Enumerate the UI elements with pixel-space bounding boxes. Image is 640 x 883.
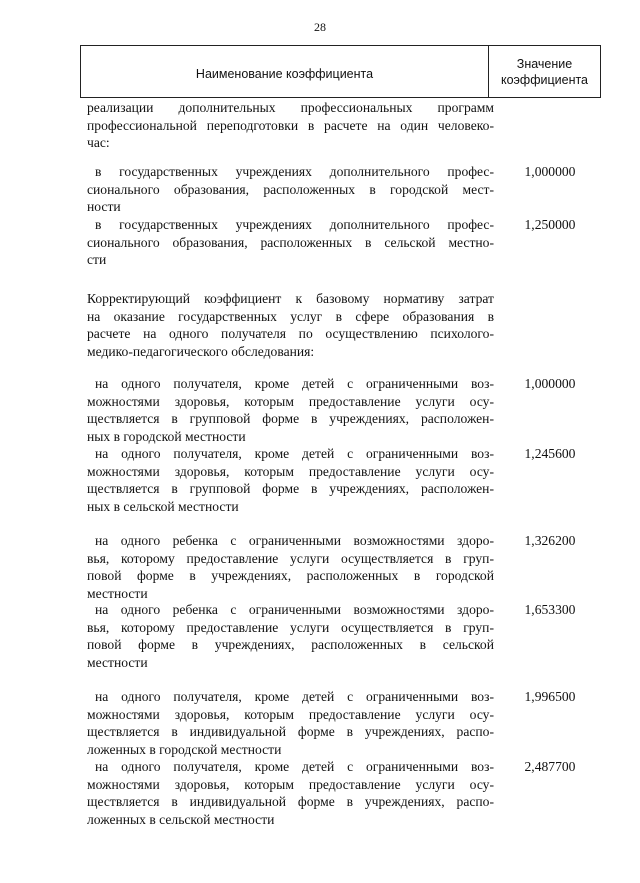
row-text-line: ществляется в индивидуальной форме в учреждениях, распо- — [87, 794, 494, 810]
table-row-text — [87, 99, 494, 152]
page-number: 28 — [314, 20, 326, 34]
row-text-line: ложенных в городской местности — [87, 741, 282, 757]
coefficient-value: 1,326200 — [524, 533, 576, 548]
row-text-line: сти — [87, 252, 107, 268]
row-text-line: можностями здоровья, которым предоставление услуги осу- — [87, 776, 494, 792]
table-row-text — [87, 601, 494, 671]
row-text-line: можностями здоровья, которым предоставление услуги осу- — [87, 463, 494, 479]
table-row-text — [87, 688, 494, 758]
row-text-line: на оказание государственных услуг в сфере образования в — [87, 308, 494, 324]
row-text-line: в государственных учреждениях дополнительного профес- — [95, 217, 494, 232]
table-row-text — [87, 290, 494, 360]
table-row-text — [87, 216, 494, 269]
column-header-value-line2: коэффициента — [500, 73, 589, 87]
column-header-name: Наименование коэффициента — [81, 46, 489, 98]
column-header-value — [489, 46, 600, 98]
row-text-line: на одного ребенка с ограниченными возможностями здоро- — [95, 533, 494, 548]
table-row-text — [87, 163, 494, 216]
row-text-line: медико-педагогического обследования: — [87, 343, 315, 359]
table-row-text — [87, 758, 494, 828]
table-row-text — [87, 375, 494, 445]
row-text-line: повой форме в учреждениях, расположенных в сельской — [87, 637, 494, 653]
row-text-line: повой форме в учреждениях, расположенных в городской — [87, 568, 494, 584]
row-text-line: на одного получателя, кроме детей с ограниченными воз- — [95, 759, 494, 774]
row-text-line: профессиональной переподготовки в расчете на один человеко- — [87, 117, 494, 133]
row-text-line: местности — [87, 585, 148, 601]
header-divider — [80, 97, 601, 98]
coefficient-value: 1,245600 — [524, 446, 576, 461]
row-text-line: ществляется в групповой форме в учреждениях, расположен- — [87, 481, 494, 497]
row-text-line: Корректирующий коэффициент к базовому нормативу затрат — [87, 291, 494, 306]
row-text-line: ложенных в сельской местности — [87, 811, 275, 827]
row-text-line: на одного получателя, кроме детей с ограниченными воз- — [95, 446, 494, 461]
row-text-line: сионального образования, расположенных в сельской местно- — [87, 234, 494, 250]
row-text-line: расчете на одного получателя по осуществлению психолого- — [87, 326, 494, 342]
coefficient-value: 1,996500 — [524, 689, 576, 704]
row-text-line: можностями здоровья, которым предоставление услуги осу- — [87, 393, 494, 409]
column-header-value-line1: Значение — [516, 57, 573, 71]
row-text-line: реализации дополнительных профессиональных программ — [87, 100, 494, 115]
row-text-line: час: — [87, 135, 110, 151]
row-text-line: местности — [87, 654, 148, 670]
coefficient-value: 1,653300 — [524, 602, 576, 617]
table-row-text — [87, 445, 494, 515]
row-text-line: на одного получателя, кроме детей с ограниченными воз- — [95, 376, 494, 391]
row-text-line: можностями здоровья, которым предоставление услуги осу- — [87, 706, 494, 722]
coefficient-value: 1,000000 — [524, 376, 576, 391]
row-text-line: на одного получателя, кроме детей с ограниченными воз- — [95, 689, 494, 704]
row-text-line: вья, которому предоставление услуги осуществляется в груп- — [87, 619, 494, 635]
table-header — [80, 45, 601, 98]
coefficient-value: 2,487700 — [524, 759, 576, 774]
row-text-line: сионального образования, расположенных в городской мест- — [87, 181, 494, 197]
coefficient-value: 1,250000 — [524, 217, 576, 232]
row-text-line: ществляется в групповой форме в учреждениях, расположен- — [87, 411, 494, 427]
row-text-line: ных в сельской местности — [87, 498, 239, 514]
table-row-text — [87, 532, 494, 602]
row-text-line: в государственных учреждениях дополнительного профес- — [95, 164, 494, 179]
row-text-line: вья, которому предоставление услуги осуществляется в груп- — [87, 550, 494, 566]
coefficient-value: 1,000000 — [524, 164, 576, 179]
row-text-line: ности — [87, 199, 121, 215]
row-text-line: ществляется в индивидуальной форме в учреждениях, распо- — [87, 724, 494, 740]
row-text-line: ных в городской местности — [87, 428, 246, 444]
row-text-line: на одного ребенка с ограниченными возможностями здоро- — [95, 602, 494, 617]
